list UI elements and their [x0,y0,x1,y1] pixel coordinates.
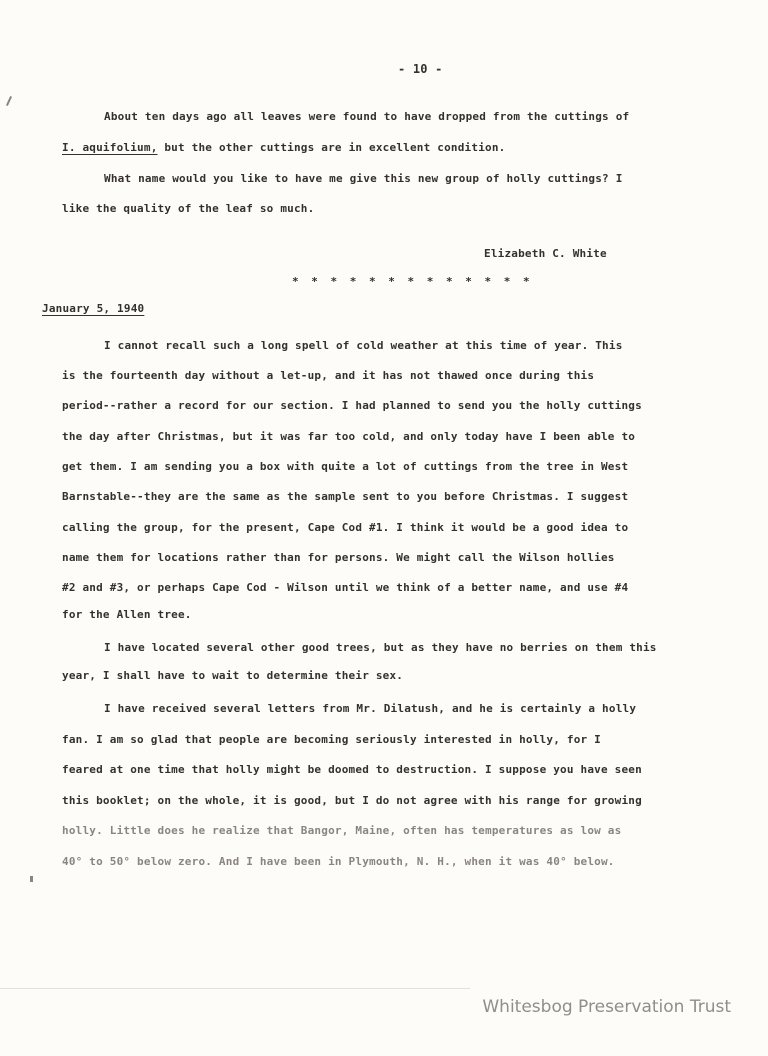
p1-line-9: #2 and #3, or perhaps Cape Cod - Wilson until we think of a better name, and use #4 [62,581,629,594]
p1-line-10: for the Allen tree. [62,608,192,621]
p3-line-4: this booklet; on the whole, it is good, but I do not agree with his range for growing [62,794,642,807]
p1-line-8: name them for locations rather than for persons. We might call the Wilson hollies [62,551,615,564]
intro-line-2 [62,141,506,154]
p3-line-3: feared at one time that holly might be doomed to destruction. I suppose you have seen [62,763,642,776]
p3-line-6: 40° to 50° below zero. And I have been in Plymouth, N. H., when it was 40° below. [62,855,615,868]
page-number: - 10 - [398,62,443,76]
scan-dot [30,876,33,882]
p3-line-5: holly. Little does he realize that Bangor, Maine, often has temperatures as low as [62,824,622,837]
p1-line-2: is the fourteenth day without a let-up, and it has not thawed once during this [62,369,595,382]
question-line-1: What name would you like to have me give this new group of holly cuttings? I [104,172,623,185]
letter-date: January 5, 1940 [42,302,145,315]
p2-line-2: year, I shall have to wait to determine their sex. [62,669,404,682]
section-divider: * * * * * * * * * * * * * [292,275,533,288]
bottom-rule [0,988,470,989]
intro-line-1: About ten days ago all leaves were found to have dropped from the cuttings of [104,110,630,123]
signature: Elizabeth C. White [484,247,607,260]
p1-line-3: period--rather a record for our section. I had planned to send you the holly cuttings [62,399,642,412]
p1-line-7: calling the group, for the present, Cape Cod #1. I think it would be a good idea to [62,521,629,534]
intro-line-2-text: but the other cuttings are in excellent condition. [164,141,506,154]
p2-line-1: I have located several other good trees, but as they have no berries on them this [104,641,657,654]
p3-line-2: fan. I am so glad that people are becoming seriously interested in holly, for I [62,733,601,746]
p1-line-1: I cannot recall such a long spell of cold weather at this time of year. This [104,339,623,352]
p1-line-4: the day after Christmas, but it was far too cold, and only today have I been able to [62,430,636,443]
p3-line-1: I have received several letters from Mr. Dilatush, and he is certainly a holly [104,702,637,715]
species-name: I. aquifolium, [62,141,158,154]
p1-line-5: get them. I am sending you a box with quite a lot of cuttings from the tree in West [62,460,629,473]
p1-line-6: Barnstable--they are the same as the sample sent to you before Christmas. I suggest [62,490,629,503]
scan-mark [6,96,12,106]
watermark: Whitesbog Preservation Trust [482,997,731,1017]
question-line-2: like the quality of the leaf so much. [62,202,315,215]
